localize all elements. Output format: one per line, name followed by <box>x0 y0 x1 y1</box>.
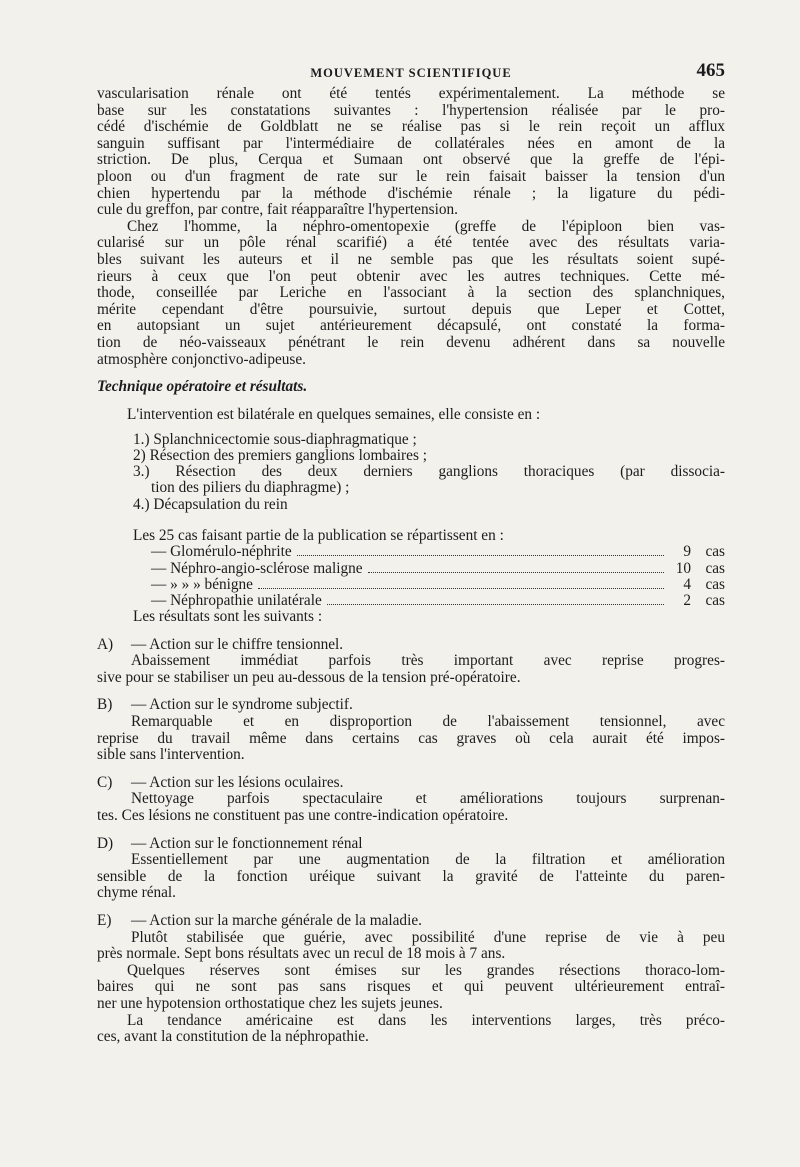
text-line: thode, conseillée par Leriche en l'associant à la section des splanchniques, <box>97 284 725 302</box>
dot-leader <box>297 554 664 556</box>
result-heading <box>97 913 725 930</box>
result-letter: D) <box>97 834 114 852</box>
result-heading <box>97 836 725 853</box>
text-line: striction. De plus, Cerqua et Sumaan ont observé que la greffe de l'épi- <box>97 151 725 169</box>
text-line: cédé d'ischémie de Goldblatt ne se réalise pas si le rein reçoit un afflux <box>97 118 725 136</box>
text-line: base sur les constatations suivantes : l'hypertension réalisée par le pro- <box>97 101 725 119</box>
dot-leader <box>327 603 664 605</box>
text-line: La tendance américaine est dans les interventions larges, très préco- <box>127 1011 725 1029</box>
intro-paragraph-1 <box>97 86 725 219</box>
text-line: vascularisation rénale ont été tentés expérimentalement. La méthode se <box>97 85 725 102</box>
text-line: Abaissement immédiat parfois très important avec reprise progres- <box>131 652 725 670</box>
result-heading <box>97 775 725 792</box>
result-d <box>97 836 725 902</box>
text-line: cularisé sur un pôle rénal scarifié) a été tentée avec des résultats varia- <box>97 234 725 252</box>
case-row <box>133 561 725 577</box>
text-line: atmosphère conjonctivo-adipeuse. <box>97 350 306 368</box>
section-heading: Technique opératoire et résultats. <box>97 378 308 396</box>
result-heading <box>97 637 725 654</box>
list-item: 2) Résection des premiers ganglions lombaires ; <box>133 446 427 464</box>
text-line: sensible de la fonction uréique suivant la gravité de l'atteinte du paren- <box>97 867 725 885</box>
result-c <box>97 775 725 825</box>
cases-intro: Les 25 cas faisant partie de la publication se répartissent en : <box>133 526 504 544</box>
text-line: bles suivant les auteurs et il ne semble pas que les résultats soient supé- <box>97 250 725 268</box>
text-line: rieurs à ceux que l'on peut obtenir avec les autres techniques. Cette mé- <box>97 267 725 285</box>
results-intro: Les résultats sont les suivants : <box>133 608 323 626</box>
result-b <box>97 697 725 763</box>
result-title: — Action sur le chiffre tensionnel. <box>131 635 344 653</box>
running-title: MOUVEMENT SCIENTIFIQUE <box>310 66 512 80</box>
text-line: reprise du travail même dans certains cas graves où cela aurait été impos- <box>97 729 725 747</box>
running-head <box>97 56 725 86</box>
result-letter: A) <box>97 635 114 653</box>
page-number: 465 <box>696 60 725 81</box>
text-line: ner une hypotension orthostatique chez les sujets jeunes. <box>97 994 443 1012</box>
case-row <box>133 544 725 560</box>
text-line: chyme rénal. <box>97 884 176 902</box>
text-line: Plutôt stabilisée que guérie, avec possibilité d'une reprise de vie à peu <box>131 928 725 946</box>
result-heading <box>97 697 725 714</box>
text-line: sive pour se stabiliser un peu au-dessous de la tension pré-opératoire. <box>97 668 521 686</box>
document-page <box>97 56 725 1046</box>
result-title: — Action sur la marche générale de la maladie. <box>131 912 422 930</box>
steps-list <box>97 432 725 513</box>
text-line: ces, avant la constitution de la néphropathie. <box>97 1028 369 1046</box>
list-item: 1.) Splanchnicectomie sous-diaphragmatique ; <box>133 430 417 448</box>
text-line: tes. Ces lésions ne constituent pas une contre-indication opératoire. <box>97 807 509 825</box>
text-line: mérite cependant d'être poursuivie, surtout depuis que Leper et Cottet, <box>97 300 725 318</box>
list-item: 3.) Résection des deux derniers ganglions thoraciques (par dissocia- <box>133 463 725 481</box>
result-title: — Action sur le syndrome subjectif. <box>131 696 353 714</box>
text-line: Chez l'homme, la néphro-omentopexie (greffe de l'épiploon bien vas- <box>127 217 725 235</box>
result-title: — Action sur les lésions oculaires. <box>131 773 344 791</box>
text-line: Remarquable et en disproportion de l'abaissement tensionnel, avec <box>131 713 725 731</box>
case-label: — Glomérulo-néphrite <box>151 543 292 561</box>
case-unit: cas <box>705 591 725 609</box>
result-title: — Action sur le fonctionnement rénal <box>131 834 363 852</box>
case-count: 4 <box>683 575 691 593</box>
case-unit: cas <box>705 559 725 577</box>
text-line: baires qui ne sont pas sans risques et qui peuvent ultérieurement entraî- <box>97 978 725 996</box>
case-row <box>133 593 725 609</box>
result-letter: C) <box>97 773 113 791</box>
text-line: sanguin suffisant par l'intermédiaire de collatérales nées en amont de la <box>97 134 725 152</box>
cases-table <box>97 528 725 626</box>
text-line: en autopsiant un sujet antérieurement décapsulé, ont constaté la forma- <box>97 317 725 335</box>
text-line: Essentiellement par une augmentation de la filtration et amélioration <box>131 851 725 869</box>
result-letter: B) <box>97 696 113 714</box>
list-item-continuation: tion des piliers du diaphragme) ; <box>151 479 350 497</box>
technique-intro: L'intervention est bilatérale en quelques semaines, elle consiste en : <box>127 406 541 424</box>
closing-paragraph-2 <box>97 1013 725 1046</box>
text-line: sible sans l'intervention. <box>97 746 245 764</box>
case-unit: cas <box>705 543 725 561</box>
case-label: — Néphro-angio-sclérose maligne <box>151 559 363 577</box>
text-line: chien hypertendu par la méthode d'ischémie rénale ; la ligature du pédi- <box>97 184 725 202</box>
dot-leader <box>368 571 664 573</box>
case-unit: cas <box>705 575 725 593</box>
text-line: cule du greffon, par contre, fait réapparaître l'hypertension. <box>97 201 458 219</box>
text-line: Nettoyage parfois spectaculaire et améliorations toujours surprenan- <box>131 790 725 808</box>
text-line: tion de néo-vaisseaux pénétrant le rein devenu adhérent dans sa nouvelle <box>97 333 725 351</box>
text-line: ploon ou d'un fragment de rate sur le rein faisait baisser la tension d'un <box>97 167 725 185</box>
case-count: 2 <box>683 591 691 609</box>
dot-leader <box>258 587 664 589</box>
list-item: 4.) Décapsulation du rein <box>133 495 288 513</box>
result-e <box>97 913 725 963</box>
case-count: 10 <box>675 559 691 577</box>
text-line: Quelques réserves sont émises sur les grandes résections thoraco-lom- <box>127 961 725 979</box>
case-label: — » » » bénigne <box>151 575 253 593</box>
result-a <box>97 637 725 687</box>
case-label: — Néphropathie unilatérale <box>151 591 322 609</box>
result-letter: E) <box>97 912 112 930</box>
closing-paragraph-1 <box>97 963 725 1013</box>
case-count: 9 <box>683 543 691 561</box>
case-row <box>133 577 725 593</box>
intro-paragraph-2 <box>97 219 725 368</box>
text-line: près normale. Sept bons résultats avec un recul de 18 mois à 7 ans. <box>97 945 506 963</box>
